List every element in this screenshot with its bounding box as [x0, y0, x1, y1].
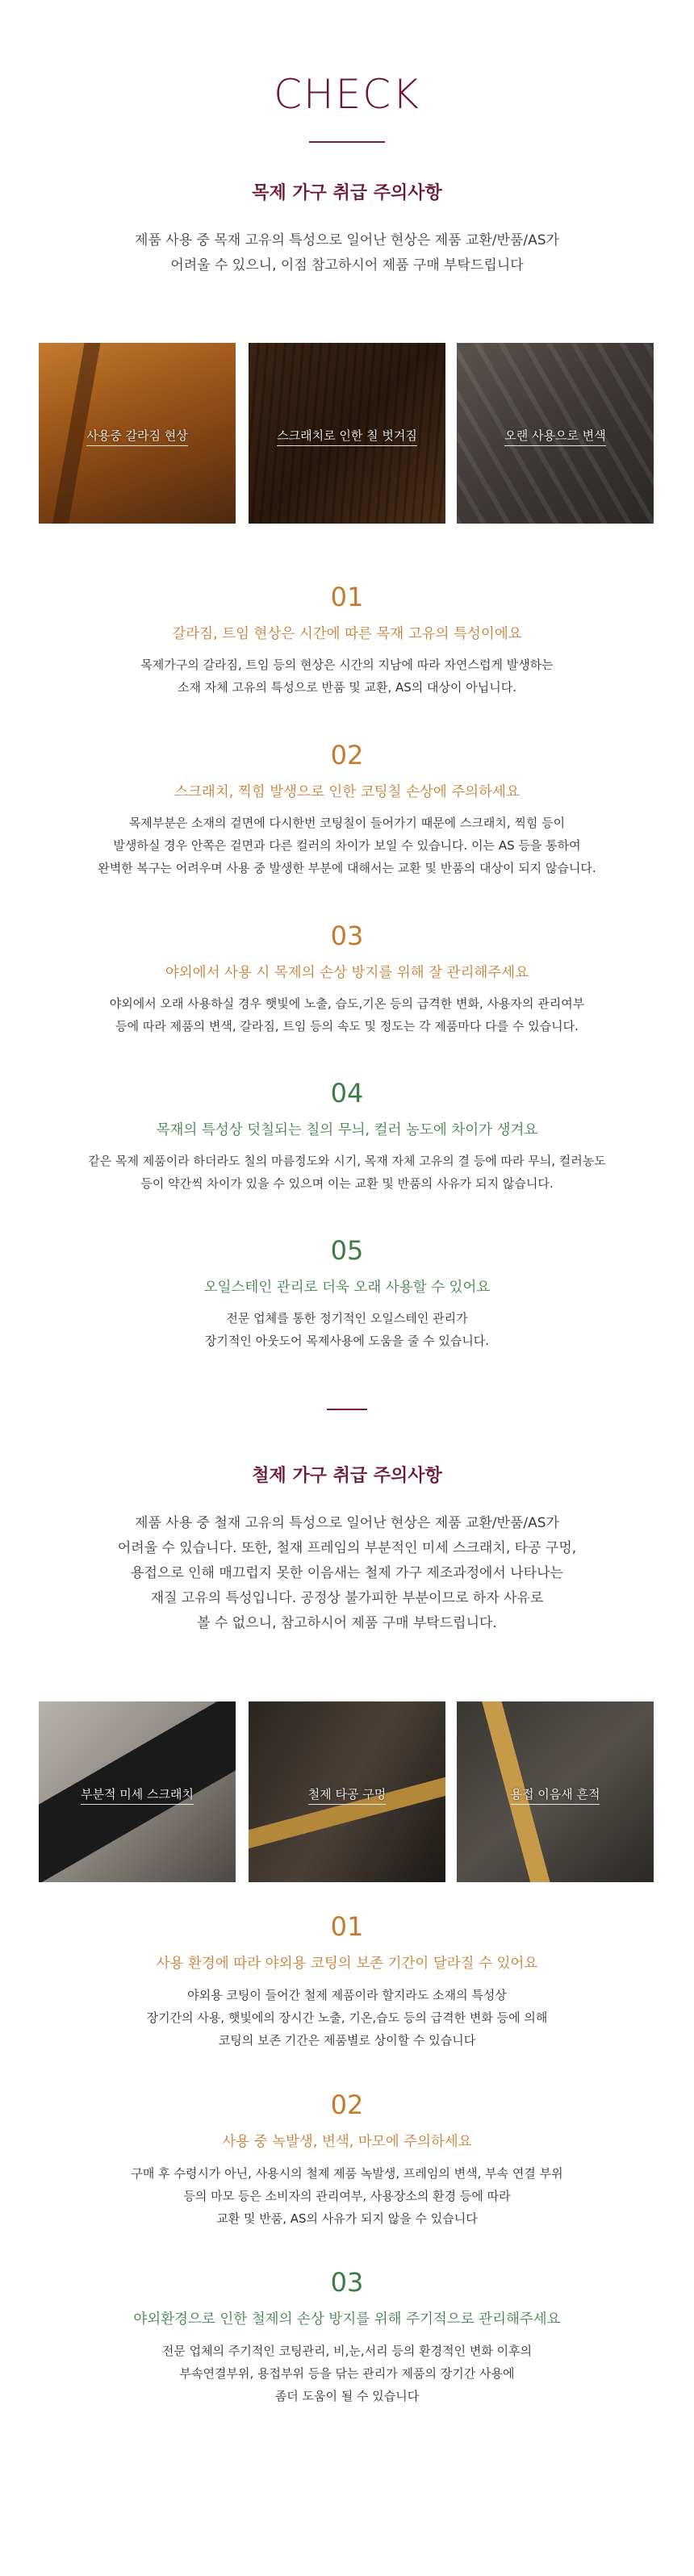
wood-item-01-number: 01 [330, 582, 364, 612]
desc-line: 구매 후 수령시가 아닌, 사용시의 철제 제품 녹발생, 프레임의 변색, 부속 연결 부위 [131, 2166, 563, 2181]
photo-caption: 철제 타공 구멍 [308, 1787, 386, 1805]
wood-item-02-number: 02 [330, 740, 364, 770]
wood-section-title: 목제 가구 취급 주의사항 [252, 183, 442, 203]
steel-photo-scratch [39, 1701, 236, 1882]
wood-item-05-number: 05 [330, 1235, 364, 1266]
section-divider [327, 1409, 367, 1410]
wood-item-02-heading: 스크래치, 찍힘 발생으로 인한 코팅칠 손상에 주의하세요 [174, 784, 520, 800]
desc-line: 야외에서 오래 사용하실 경우 햇빛에 노출, 습도,기온 등의 급격한 변화, 사용자의 관리여부 [109, 996, 585, 1011]
steel-intro-line: 볼 수 없으니, 참고하시어 제품 구매 부탁드립니다. [197, 1615, 497, 1631]
wood-item-04-number: 04 [330, 1078, 364, 1108]
title-divider [309, 141, 385, 143]
wood-item-02-desc [0, 812, 694, 879]
steel-section-title: 철제 가구 취급 주의사항 [252, 1466, 442, 1486]
desc-line: 장기간의 사용, 햇빛에의 장시간 노출, 기온,습도 등의 급격한 변화 등에 의해 [146, 2010, 548, 2025]
wood-photo-cracks [39, 343, 236, 524]
desc-line: 소재 자체 고유의 특성으로 반품 및 교환, AS의 대상이 아닙니다. [178, 680, 516, 695]
wood-item-03-desc [0, 992, 694, 1037]
steel-intro-line: 용접으로 인해 매끄럽지 못한 이음새는 철제 가구 제조과정에서 나타나는 [131, 1565, 563, 1581]
wood-intro [0, 228, 694, 278]
desc-line: 교환 및 반품, AS의 사유가 되지 않을 수 있습니다 [216, 2211, 478, 2226]
steel-photo-holes [249, 1701, 445, 1882]
wood-intro-line: 제품 사용 중 목재 고유의 특성으로 일어난 현상은 제품 교환/반품/AS가 [135, 232, 559, 248]
check-title: CHECK [274, 71, 420, 118]
desc-line: 등의 마모 등은 소비자의 관리여부, 사용장소의 환경 등에 따라 [183, 2189, 511, 2203]
steel-item-01-desc [0, 1984, 694, 2052]
wood-item-01-desc [0, 653, 694, 699]
desc-line: 목제부분은 소재의 겉면에 다시한번 코팅칠이 들어가기 때문에 스크래치, 찍힘 등이 [128, 816, 566, 830]
desc-line: 등이 약간씩 차이가 있을 수 있으며 이는 교환 및 반품의 사유가 되지 않습니다. [140, 1176, 554, 1191]
photo-caption: 스크래치로 인한 칠 벗겨짐 [277, 428, 417, 446]
desc-line: 등에 따라 제품의 변색, 갈라짐, 트임 등의 속도 및 정도는 각 제품마다 다를 수 있습니다. [115, 1019, 579, 1033]
steel-item-03-desc [0, 2340, 694, 2407]
desc-line: 야외용 코팅이 들어간 철제 제품이라 할지라도 소재의 특성상 [187, 1988, 507, 2002]
wood-item-04-heading: 목재의 특성상 덧칠되는 칠의 무늬, 컬러 농도에 차이가 생겨요 [156, 1122, 538, 1138]
photo-caption: 사용중 갈라짐 현상 [86, 428, 187, 446]
steel-item-02-heading: 사용 중 녹발생, 변색, 마모에 주의하세요 [222, 2134, 472, 2150]
wood-photo-scratch [249, 343, 445, 524]
desc-line: 부속연결부위, 용접부위 등을 닦는 관리가 제품의 장기간 사용에 [179, 2366, 515, 2381]
wood-item-04-desc [0, 1150, 694, 1195]
desc-line: 발생하실 경우 안쪽은 겉면과 다른 컬러의 차이가 보일 수 있습니다. 이는 AS 등을 통하여 [113, 838, 581, 853]
photo-caption: 부분적 미세 스크래치 [81, 1787, 194, 1805]
wood-item-05-desc [0, 1307, 694, 1352]
photo-caption: 용접 이음새 흔적 [511, 1787, 600, 1805]
desc-line: 목제가구의 갈라짐, 트임 등의 현상은 시간의 지남에 따라 자연스럽게 발생하는 [140, 658, 554, 672]
desc-line: 전문 업체를 통한 정기적인 오일스테인 관리가 [226, 1311, 468, 1326]
steel-item-02-number: 02 [330, 2090, 364, 2120]
steel-intro-line: 어려울 수 있습니다. 또한, 철재 프레임의 부분적인 미세 스크래치, 타공 구멍, [117, 1540, 577, 1556]
wood-intro-line: 어려울 수 있으니, 이점 참고하시어 제품 구매 부탁드립니다 [170, 257, 524, 273]
desc-line: 전문 업체의 주기적인 코팅관리, 비,눈,서리 등의 환경적인 변화 이후의 [161, 2344, 533, 2358]
desc-line: 같은 목제 제품이라 하더라도 칠의 마름정도와 시기, 목재 자체 고유의 결 등에 따라 무늬, 컬러농도 [88, 1154, 606, 1168]
wood-item-03-number: 03 [330, 921, 364, 951]
photo-caption: 오랜 사용으로 변색 [504, 428, 605, 446]
wood-item-01-heading: 갈라짐, 트임 현상은 시간에 따른 목재 고유의 특성이에요 [172, 626, 522, 642]
steel-item-02-desc [0, 2162, 694, 2230]
desc-line: 완벽한 복구는 어려우며 사용 중 발생한 부분에 대해서는 교환 및 반품의 대상이 되지 않습니다. [98, 861, 596, 875]
wood-photo-discolor [457, 343, 654, 524]
desc-line: 좀더 도움이 될 수 있습니다 [274, 2389, 420, 2403]
steel-intro [0, 1511, 694, 1636]
steel-item-01-number: 01 [330, 1911, 364, 1942]
wood-item-03-heading: 야외에서 사용 시 목제의 손상 방지를 위해 잘 관리해주세요 [165, 965, 529, 981]
steel-intro-line: 제품 사용 중 철재 고유의 특성으로 일어난 현상은 제품 교환/반품/AS가 [135, 1515, 559, 1531]
desc-line: 장기적인 아웃도어 목제사용에 도움을 줄 수 있습니다. [204, 1334, 490, 1348]
steel-item-03-number: 03 [330, 2267, 364, 2298]
desc-line: 코팅의 보존 기간은 제품별로 상이할 수 있습니다 [218, 2033, 476, 2048]
steel-photo-weld [457, 1701, 654, 1882]
steel-intro-line: 재질 고유의 특성입니다. 공정상 불가피한 부분이므로 하자 사유로 [150, 1590, 544, 1606]
steel-item-01-heading: 사용 환경에 따라 야외용 코팅의 보존 기간이 달라질 수 있어요 [156, 1956, 538, 1972]
wood-item-05-heading: 오일스테인 관리로 더욱 오래 사용할 수 있어요 [203, 1280, 491, 1296]
steel-item-03-heading: 야외환경으로 인한 철제의 손상 방지를 위해 주기적으로 관리해주세요 [133, 2311, 561, 2328]
